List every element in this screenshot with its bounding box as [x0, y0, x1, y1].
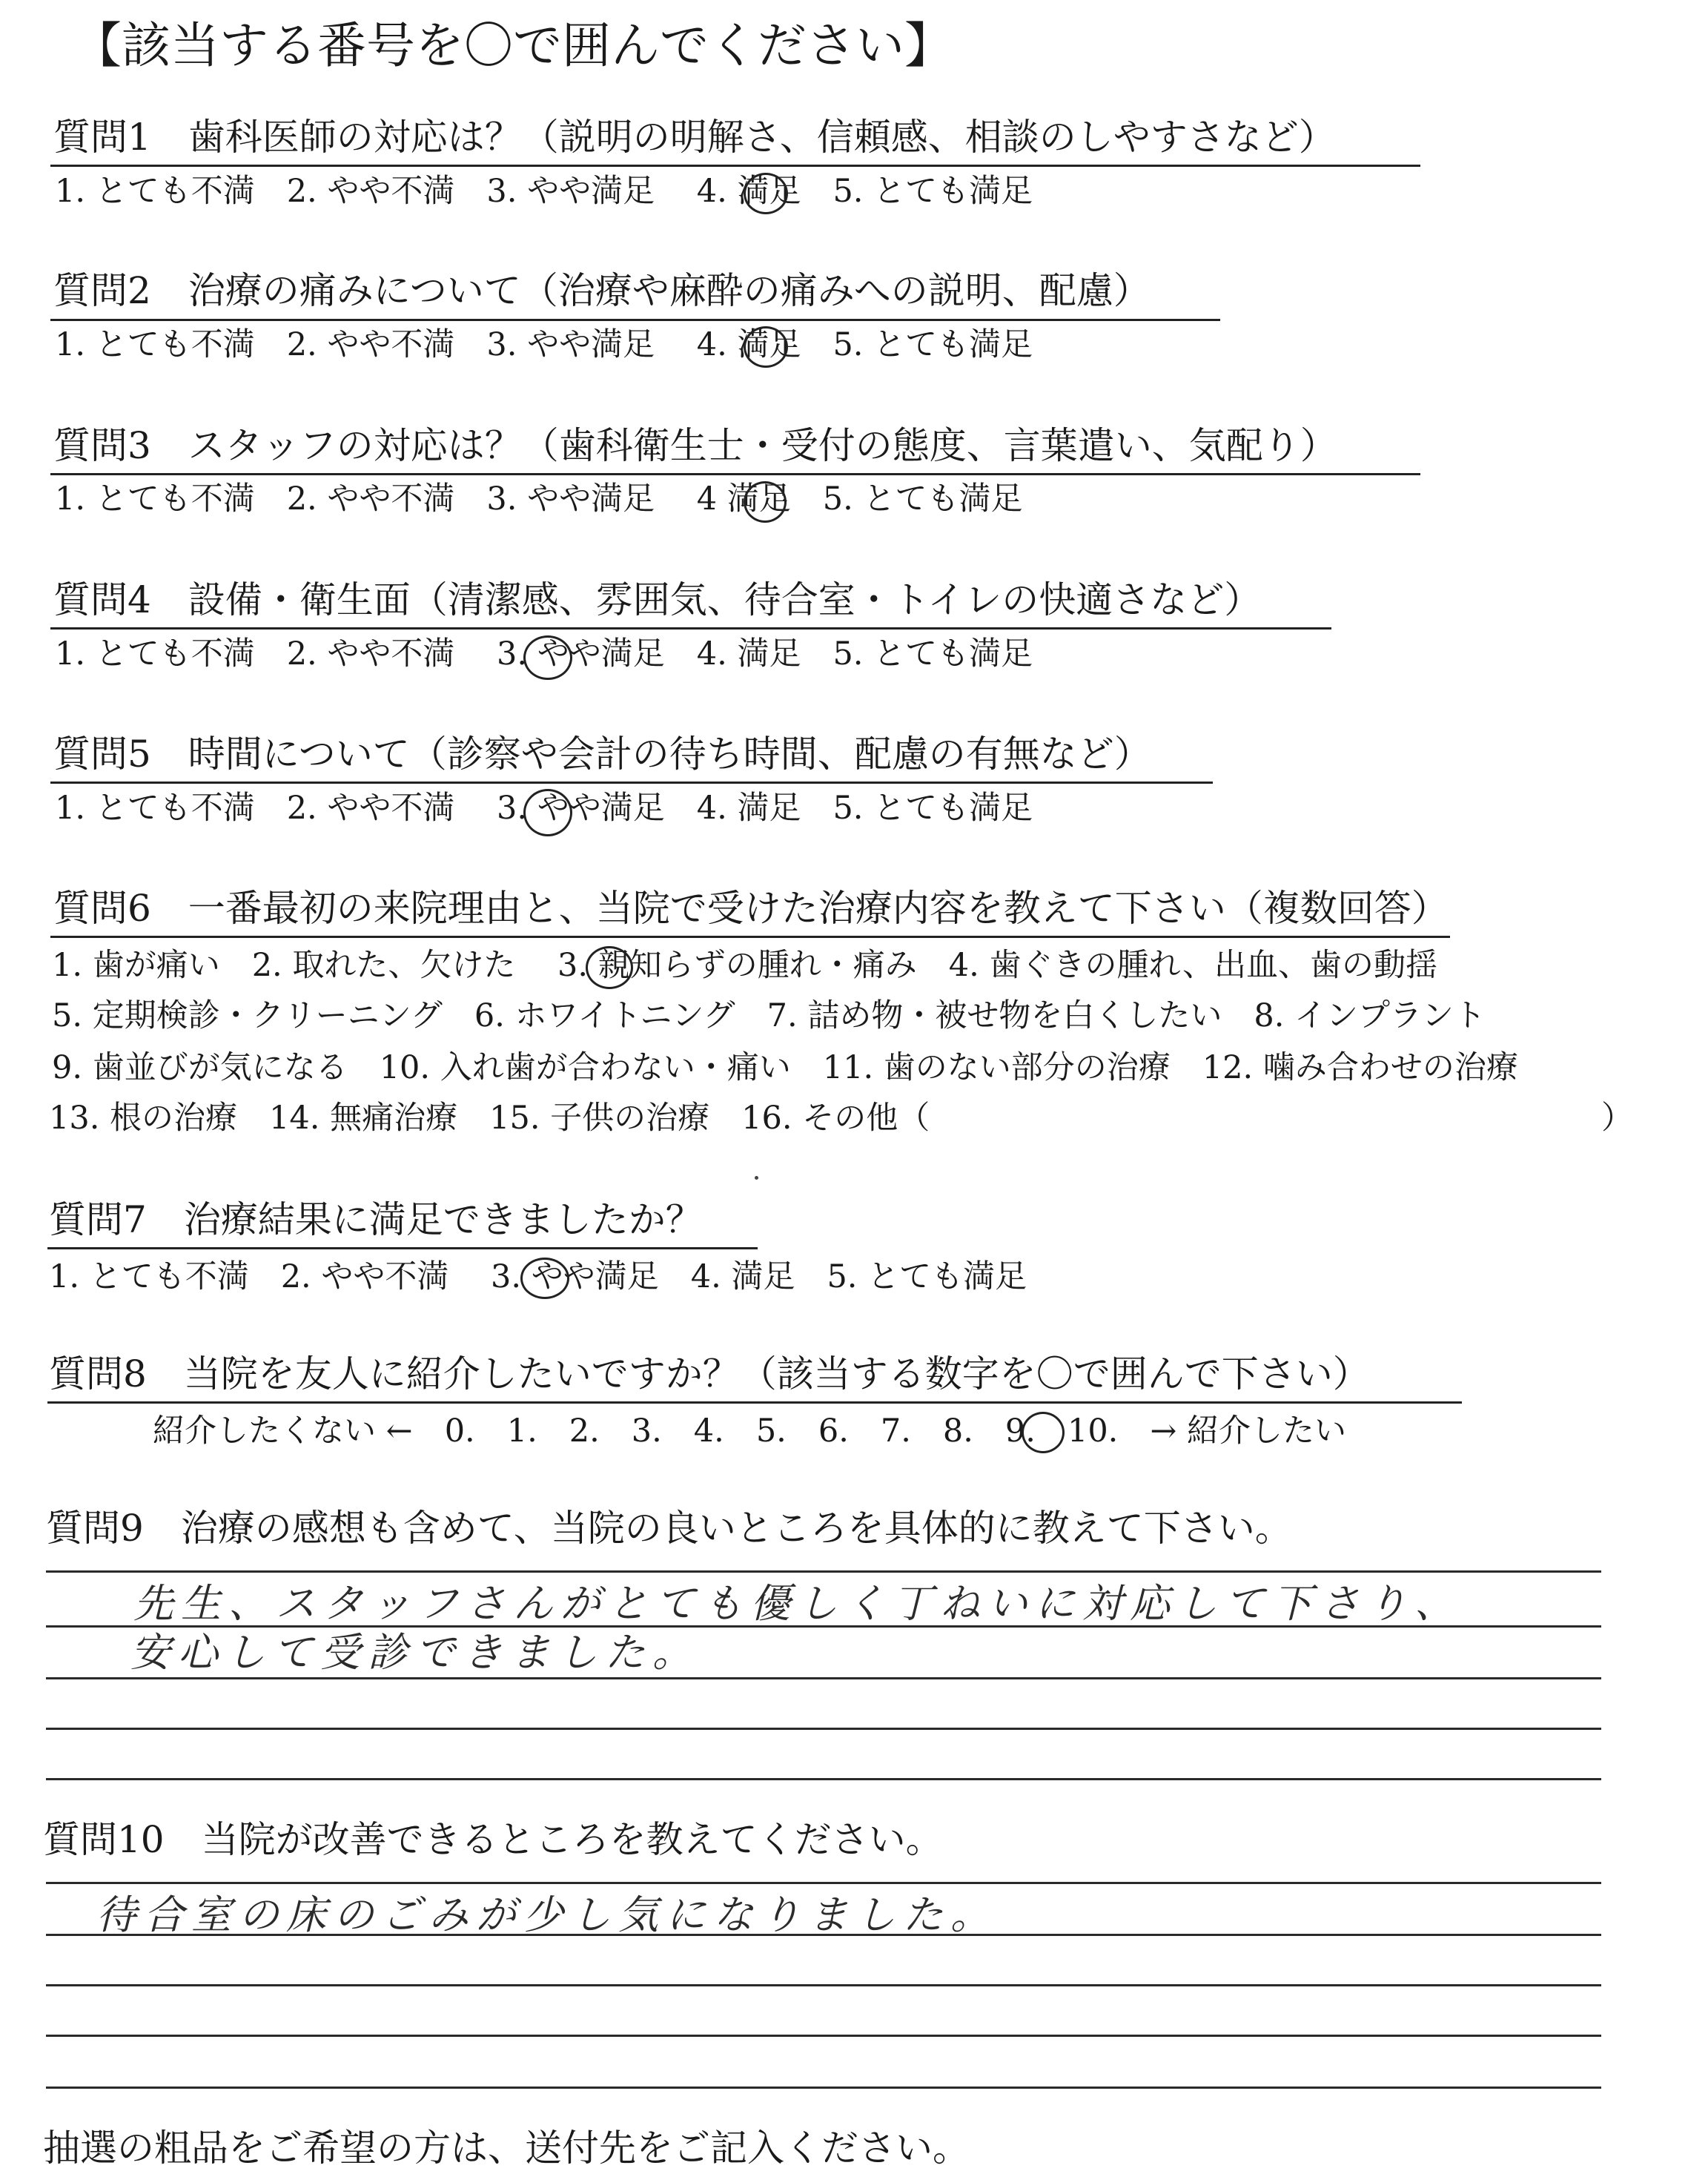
question-2-title: 質問2 治療の痛みについて（治療や麻酔の痛みへの説明、配慮）	[53, 269, 1151, 312]
question-8-title: 質問8 当院を友人に紹介したいですか？（該当する数字を〇で囲んで下さい）	[49, 1352, 1370, 1395]
question-10-answer-line	[46, 2035, 1601, 2037]
question-3-options: 1. とても不満 2. やや不満 3. やや満足 4 満足 5. とても満足	[55, 480, 1023, 518]
question-8-scale: 紹介したくない ← 0. 1. 2. 3. 4. 5. 6. 7. 8. 9. 10. → 紹介したい	[153, 1413, 1347, 1450]
question-6-title: 質問6 一番最初の来院理由と、当院で受けた治療内容を教えて下さい（複数回答）	[53, 887, 1449, 930]
question-7-underline	[47, 1247, 758, 1249]
question-4-title: 質問4 設備・衛生面（清潔感、雰囲気、待合室・トイレの快適さなど）	[53, 578, 1262, 621]
question-10-handwritten-answer: 待合室の床のごみが少し気になりました。	[96, 1891, 998, 1938]
question-4-underline	[50, 627, 1331, 630]
question-7-options: 1. とても不満 2. やや不満 3. やや満足 4. 満足 5. とても満足	[49, 1258, 1027, 1295]
question-3-underline	[50, 473, 1420, 475]
stray-dot	[755, 1176, 758, 1180]
question-4-selected-circle	[523, 635, 572, 680]
question-7-title: 質問7 治療結果に満足できましたか？	[49, 1198, 703, 1241]
question-4-options: 1. とても不満 2. やや不満 3. やや満足 4. 満足 5. とても満足	[55, 635, 1033, 673]
question-9-handwritten-answer-line-2: 安心して受診できました。	[130, 1629, 700, 1676]
question-8-underline	[47, 1401, 1462, 1404]
question-3-title: 質問3 スタッフの対応は？（歯科衛生士・受付の態度、言葉遣い、気配り）	[53, 424, 1337, 467]
question-7-selected-circle	[520, 1258, 569, 1299]
question-9-handwritten-answer-line-1: 先生、スタッフさんがとても優しく丁ねいに対応して下さり、	[133, 1580, 1462, 1627]
question-2-options: 1. とても不満 2. やや不満 3. やや満足 4. 満足 5. とても満足	[55, 326, 1033, 363]
question-6-options-line-1: 1. 歯が痛い 2. 取れた、欠けた 3. 親知らずの腫れ・痛み 4. 歯ぐきの腫れ、出血、歯の動揺	[52, 947, 1438, 984]
question-6-options-line-4: 13. 根の治療 14. 無痛治療 15. 子供の治療 16. その他（	[49, 1100, 930, 1137]
question-5-selected-circle	[523, 789, 572, 836]
question-10-answer-line	[46, 2087, 1601, 2089]
footer-prize-note: 抽選の粗品をご希望の方は、送付先をご記入ください。	[43, 2127, 970, 2170]
question-5-underline	[50, 782, 1213, 784]
question-6-options-line-2: 5. 定期検診・クリーニング 6. ホワイトニング 7. 詰め物・被せ物を白くしたい 8. インプラント	[52, 997, 1486, 1034]
question-3-selected-circle	[744, 481, 787, 523]
question-6-selected-circle	[586, 946, 633, 989]
question-6-underline	[50, 936, 1450, 938]
question-1-title: 質問1 歯科医師の対応は？（説明の明解さ、信頼感、相談のしやすさなど）	[53, 116, 1336, 159]
question-10-answer-line	[46, 1984, 1601, 1986]
question-6-other-close-paren: ）	[1601, 1100, 1633, 1137]
question-2-underline	[50, 319, 1220, 321]
question-1-selected-circle	[744, 173, 788, 214]
question-9-title: 質問9 治療の感想も含めて、当院の良いところを具体的に教えて下さい。	[46, 1507, 1292, 1550]
question-9-answer-line	[46, 1728, 1601, 1730]
question-5-title: 質問5 時間について（診察や会計の待ち時間、配慮の有無など）	[53, 733, 1151, 776]
question-2-selected-circle	[744, 326, 788, 368]
question-9-answer-line	[46, 1570, 1601, 1573]
question-10-answer-line	[46, 1882, 1601, 1884]
question-5-options: 1. とても不満 2. やや不満 3. やや満足 4. 満足 5. とても満足	[55, 790, 1033, 827]
question-10-title: 質問10 当院が改善できるところを教えてください。	[43, 1818, 943, 1861]
question-1-options: 1. とても不満 2. やや不満 3. やや満足 4. 満足 5. とても満足	[55, 173, 1033, 210]
survey-title: 【該当する番号を〇で囲んでください】	[73, 17, 953, 74]
question-1-underline	[50, 165, 1420, 167]
question-8-selected-circle	[1022, 1412, 1065, 1453]
question-9-answer-line	[46, 1778, 1601, 1780]
question-6-options-line-3: 9. 歯並びが気になる 10. 入れ歯が合わない・痛い 11. 歯のない部分の治療 12. 噛み合わせの治療	[52, 1049, 1518, 1086]
